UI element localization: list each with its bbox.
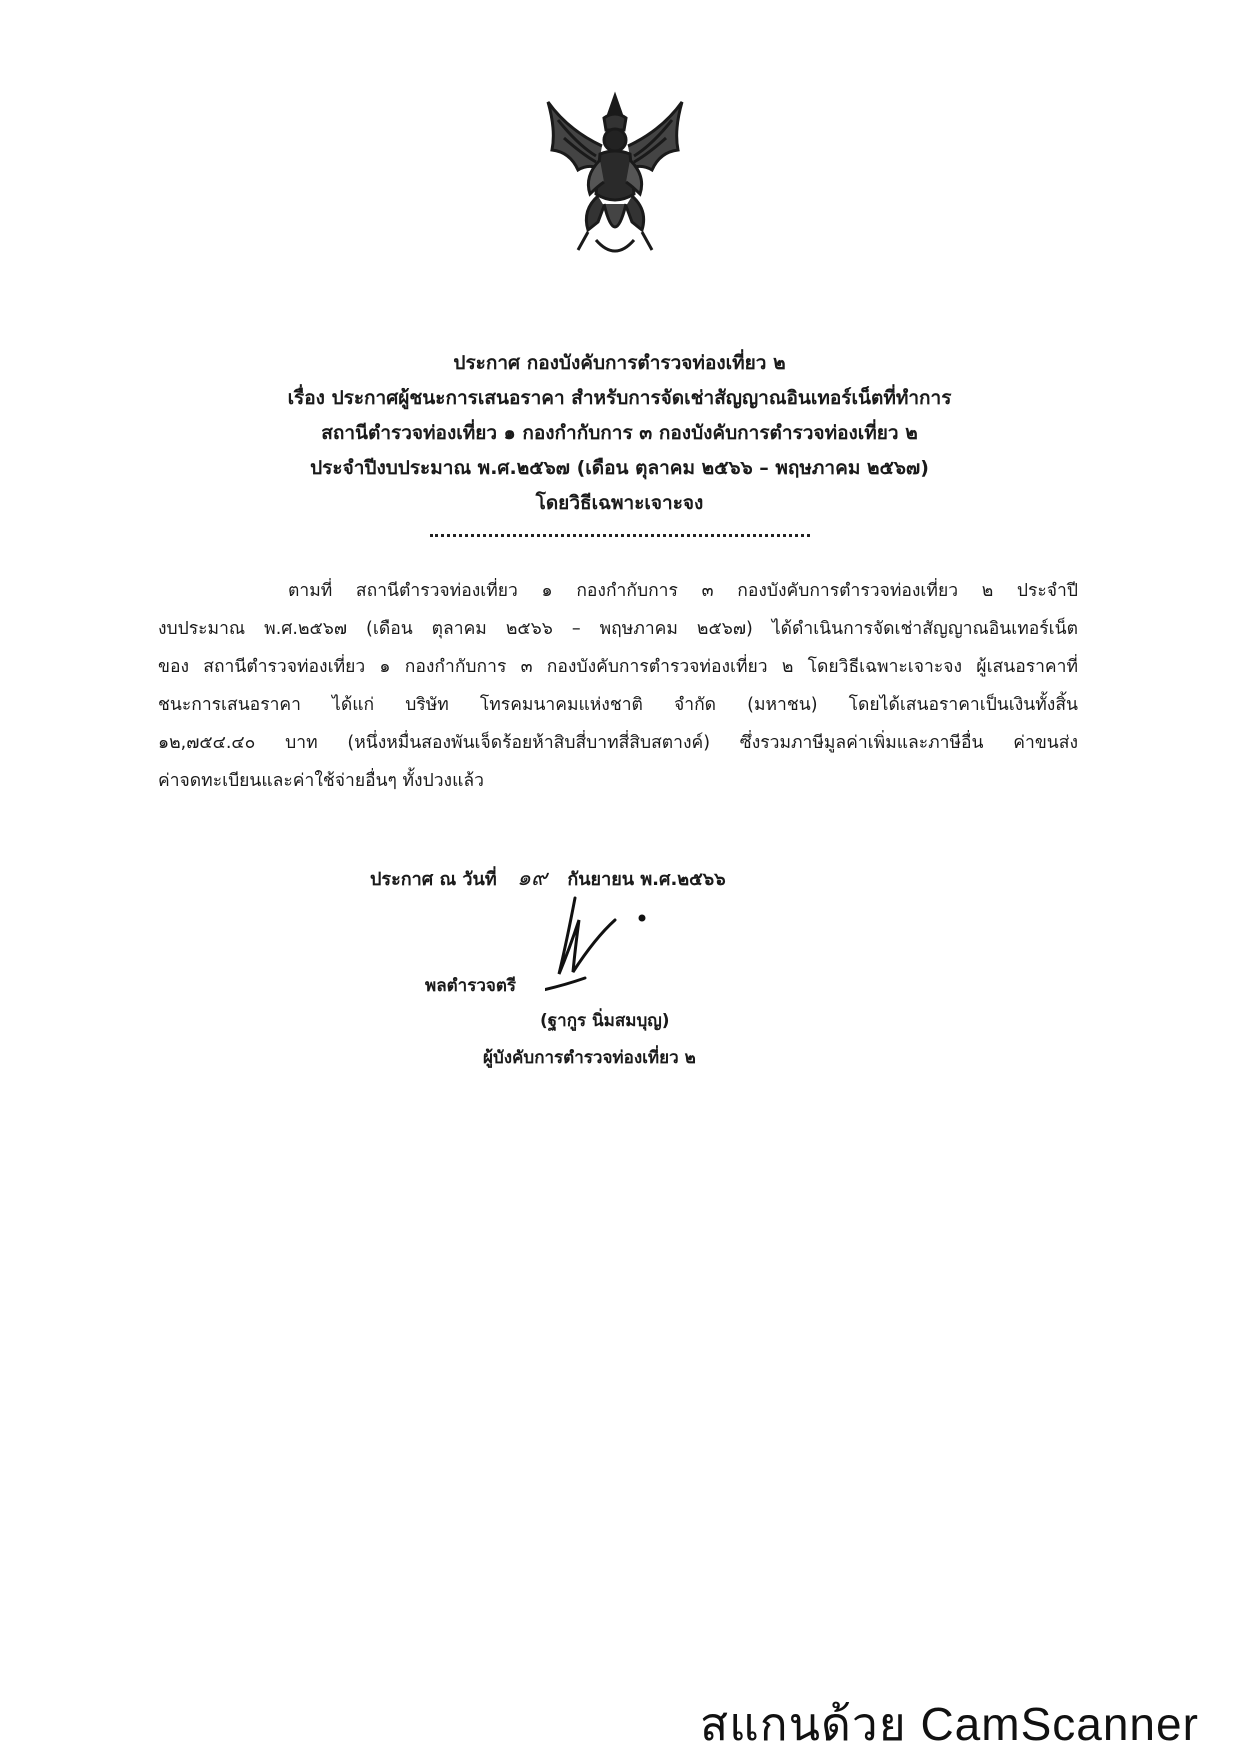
date-prefix: ประกาศ ณ วันที่	[370, 869, 497, 890]
heading-line: โดยวิธีเฉพาะเจาะจง	[535, 492, 704, 514]
heading-line: เรื่อง ประกาศผู้ชนะการเสนอราคา สำหรับการจัดเช่าสัญญาณอินเทอร์เน็ตที่ทำการ	[287, 387, 952, 409]
body-line: ของ สถานีตำรวจท่องเที่ยว ๑ กองกำกับการ ๓ กองบังคับการตำรวจท่องเที่ยว ๒ โดยวิธีเฉพาะเจาะจง ผู้เสนอราคาที่	[158, 657, 1078, 677]
dotted-separator	[430, 534, 810, 537]
body-line: ชนะการเสนอราคา ได้แก่ บริษัท โทรคมนาคมแห่งชาติ จำกัด (มหาชน) โดยได้เสนอราคาเป็นเงินทั้งสิ้น	[158, 695, 1078, 715]
signer-rank: พลตำรวจตรี	[425, 976, 517, 996]
signature	[545, 890, 720, 1005]
heading-line: สถานีตำรวจท่องเที่ยว ๑ กองกำกับการ ๓ กองบังคับการตำรวจท่องเที่ยว ๒	[321, 422, 918, 444]
body-line: งบประมาณ พ.ศ.๒๕๖๗ (เดือน ตุลาคม ๒๕๖๖ – พฤษภาคม ๒๕๖๗) ได้ดำเนินการจัดเช่าสัญญาณอินเทอร์เน็ต	[158, 619, 1078, 639]
signer-name: (ฐากูร นิ่มสมบุญ)	[540, 1011, 670, 1031]
announcement-heading	[200, 346, 1039, 521]
signer-title: ผู้บังคับการตำรวจท่องเที่ยว ๒	[483, 1048, 696, 1068]
garuda-emblem	[538, 90, 692, 265]
heading-line: ประกาศ กองบังคับการตำรวจท่องเที่ยว ๒	[453, 352, 786, 374]
body-line: ตามที่ สถานีตำรวจท่องเที่ยว ๑ กองกำกับการ ๓ กองบังคับการตำรวจท่องเที่ยว ๒ ประจำปี	[288, 581, 1078, 601]
body-line: ค่าจดทะเบียนและค่าใช้จ่ายอื่นๆ ทั้งปวงแล้ว	[158, 771, 484, 791]
date-day-handwritten: ๑๙	[516, 866, 548, 891]
camscanner-watermark: สแกนด้วย CamScanner	[700, 1698, 1199, 1750]
heading-line: ประจำปีงบประมาณ พ.ศ.๒๕๖๗ (เดือน ตุลาคม ๒๕๖๖ – พฤษภาคม ๒๕๖๗)	[310, 457, 929, 479]
announcement-body	[158, 572, 1078, 800]
body-line: ๑๒,๗๕๔.๔๐ บาท (หนึ่งหมื่นสองพันเจ็ดร้อยห้าสิบสี่บาทสี่สิบสตางค์) ซึ่งรวมภาษีมูลค่าเพิ่มและภาษีอื่น ค่าขนส่ง	[158, 733, 1078, 753]
date-month-year: กันยายน พ.ศ.๒๕๖๖	[567, 869, 726, 890]
